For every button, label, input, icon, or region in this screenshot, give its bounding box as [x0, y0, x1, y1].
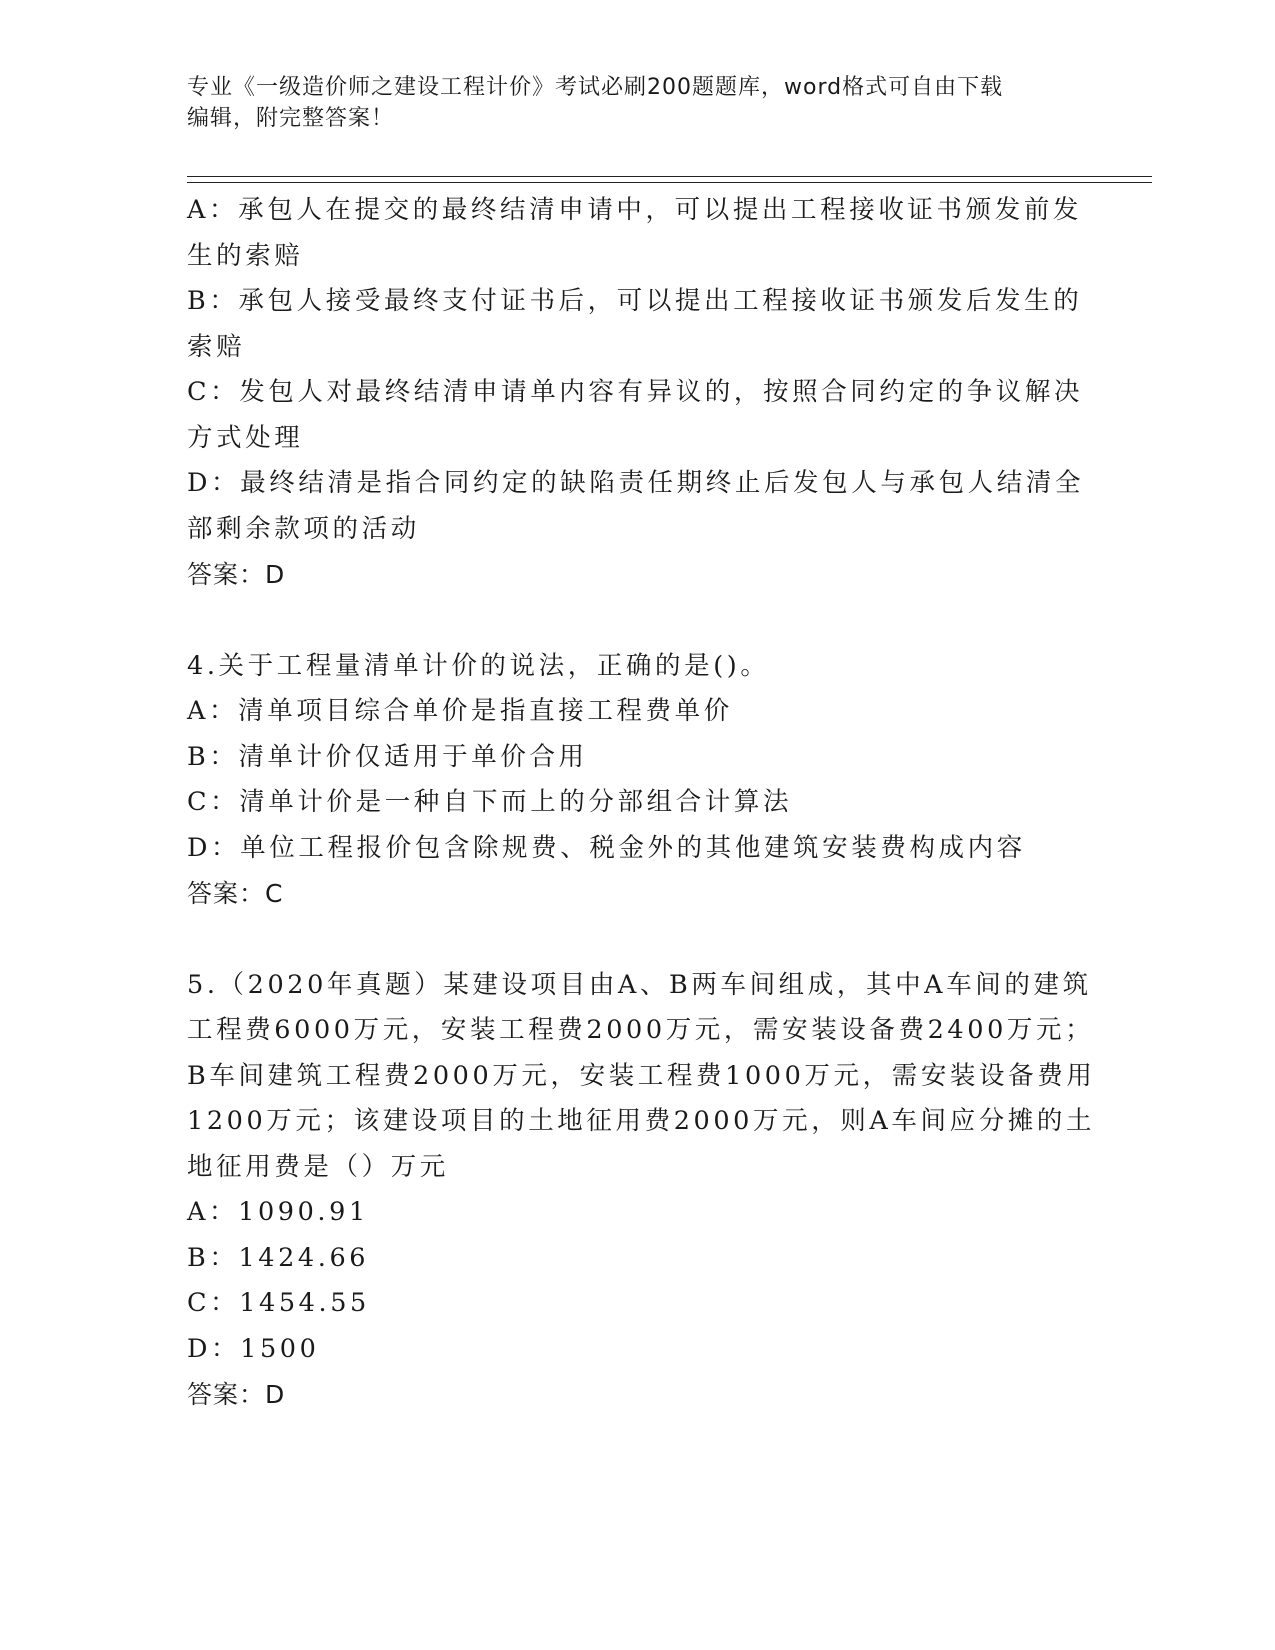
document-header [187, 72, 1087, 134]
header-divider-bottom [187, 182, 1152, 183]
spacer [187, 917, 1087, 963]
q5-answer: 答案：D [187, 1380, 286, 1409]
q5-stem-line-2: 工程费6000万元，安装工程费2000万元，需安装设备费2400万元； [187, 1015, 1095, 1045]
question-list [187, 188, 1096, 1418]
q3-option-a-line-2: 生的索赔 [187, 240, 304, 271]
q4-answer: 答案：C [187, 879, 284, 908]
question-3-block [187, 188, 1087, 598]
q4-option-c: C：清单计价是一种自下而上的分部组合计算法 [187, 787, 793, 817]
q3-option-d-line-1: D：最终结清是指合同约定的缺陷责任期终止后发包人与承包人结清全 [187, 468, 1085, 498]
header-title-line-2: 编辑，附完整答案！ [187, 106, 395, 131]
q5-stem-line-4: 1200万元；该建设项目的土地征用费2000万元，则A车间应分摊的土 [187, 1106, 1096, 1136]
q3-option-a-line-1: A：承包人在提交的最终结清申请中，可以提出工程接收证书颁发前发 [187, 195, 1083, 225]
q4-stem: 4.关于工程量清单计价的说法，正确的是()。 [187, 650, 770, 681]
q3-option-d-line-2: 部剩余款项的活动 [187, 513, 420, 544]
question-4-block [187, 644, 1087, 917]
question-5-block [187, 963, 1096, 1418]
q3-option-b-line-1: B：承包人接受最终支付证书后，可以提出工程接收证书颁发后发生的 [187, 286, 1083, 316]
q4-option-a: A：清单项目综合单价是指直接工程费单价 [187, 696, 733, 726]
q4-option-d: D：单位工程报价包含除规费、税金外的其他建筑安装费构成内容 [187, 832, 1026, 863]
header-divider-top [187, 176, 1152, 177]
q3-answer: 答案：D [187, 560, 286, 589]
q5-option-a: A：1090.91 [187, 1197, 369, 1227]
q5-option-b: B：1424.66 [187, 1242, 370, 1273]
q5-stem-line-3: B车间建筑工程费2000万元，安装工程费1000万元，需安装设备费用 [187, 1060, 1096, 1091]
q5-option-d: D：1500 [187, 1333, 320, 1364]
q3-option-c-line-2: 方式处理 [187, 422, 304, 453]
q5-stem-line-5: 地征用费是（）万元 [187, 1151, 449, 1182]
header-title-line-1: 专业《一级造价师之建设工程计价》考试必刷200题题库，word格式可自由下载 [187, 75, 1004, 100]
q3-option-b-line-2: 索赔 [187, 331, 246, 362]
spacer [187, 598, 1087, 644]
q4-option-b: B：清单计价仅适用于单价合用 [187, 741, 588, 772]
q5-option-c: C：1454.55 [187, 1288, 370, 1318]
q3-option-c-line-1: C：发包人对最终结清申请单内容有异议的，按照合同约定的争议解决 [187, 377, 1084, 407]
q5-stem-line-1: 5.（2020年真题）某建设项目由A、B两车间组成，其中A车间的建筑 [187, 969, 1092, 1000]
